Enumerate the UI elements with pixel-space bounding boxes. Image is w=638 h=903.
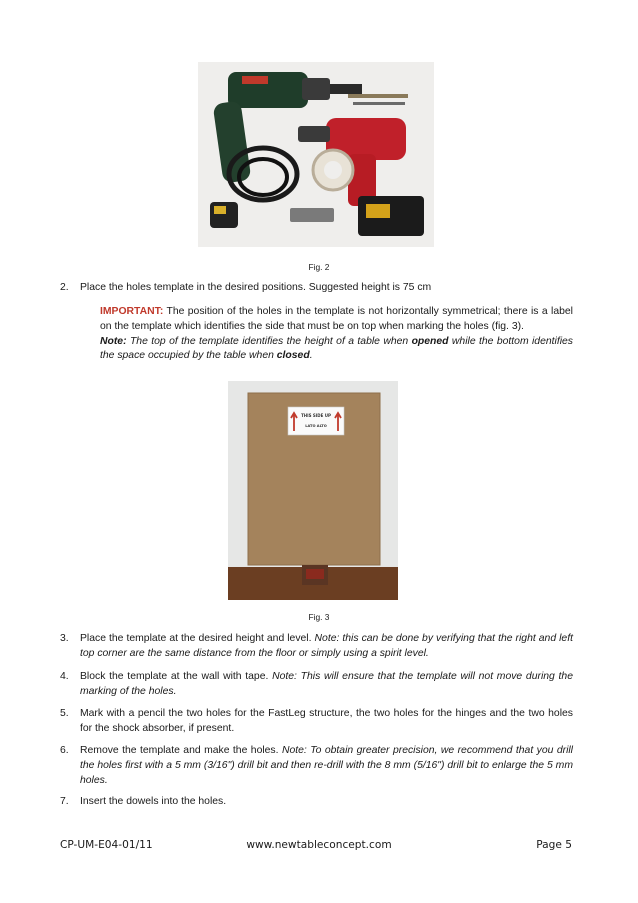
step-4 — [60, 670, 573, 700]
figure-2-photo — [198, 62, 434, 247]
step-7-text: Insert the dowels into the holes. — [80, 796, 227, 807]
step-3-note: Note: this can be done by verifying that the right and left top corner are the same distance from the floor or simply using a spirit level. — [80, 633, 573, 659]
important-block — [100, 305, 573, 364]
step-5-text: Mark with a pencil the two holes for the FastLeg structure, the two holes for the hinges and the two holes for the shock absorber, if present. — [80, 708, 573, 734]
important-label: IMPORTANT: — [100, 306, 164, 317]
step-7 — [60, 795, 573, 810]
footer-doc-code: CP-UM-E04-01/11 — [60, 839, 153, 851]
step-4-note: Note: This will ensure that the template will not move during the marking of the holes. — [80, 671, 573, 697]
figure-3-caption: Fig. 3 — [308, 612, 330, 622]
figure-2-caption: Fig. 2 — [308, 262, 330, 272]
note-end: . — [309, 350, 313, 362]
note-part2: while the bottom identifies the space occupied by the table when — [100, 335, 574, 362]
important-text: The position of the holes in the template is not horizontally symmetrical; there is a label on the template which identifies the side that must be on top when marking the holes (fig. 3). — [100, 306, 573, 332]
step-6-number: 6. — [60, 745, 69, 756]
note-closed: closed — [276, 350, 310, 362]
step-5 — [60, 707, 573, 737]
note-opened: opened — [411, 335, 449, 347]
template-label-bottom: LATO ALTO — [305, 424, 327, 428]
note-part1: The top of the template identifies the height of a table when — [126, 335, 412, 347]
step-2 — [60, 281, 573, 296]
step-6 — [60, 744, 573, 788]
template-label-top: THIS SIDE UP — [301, 413, 331, 418]
footer-website[interactable]: www.newtableconcept.com — [246, 839, 392, 851]
step-4-number: 4. — [60, 671, 69, 682]
footer-page-number: Page 5 — [536, 839, 572, 851]
step-4-text: Block the template at the wall with tape. — [80, 671, 273, 682]
step-2-number: 2. — [60, 282, 69, 293]
step-6-text: Remove the template and make the holes. — [80, 745, 282, 756]
note-label: Note: — [100, 335, 127, 347]
step-2-text: Place the holes template in the desired positions. Suggested height is 75 cm — [80, 282, 432, 293]
step-6-note: Note: To obtain greater precision, we recommend that you drill the holes first with a 5 mm (3/16") drill bit and then re-drill with the 8 mm (5/16") drill bit to enlarge the 5 mm holes. — [80, 745, 573, 786]
step-7-number: 7. — [60, 796, 69, 807]
step-3-number: 3. — [60, 633, 69, 644]
step-3-text: Place the template at the desired height and level. — [80, 633, 315, 644]
step-3 — [60, 632, 573, 662]
step-5-number: 5. — [60, 708, 69, 719]
figure-3-photo — [228, 381, 398, 600]
